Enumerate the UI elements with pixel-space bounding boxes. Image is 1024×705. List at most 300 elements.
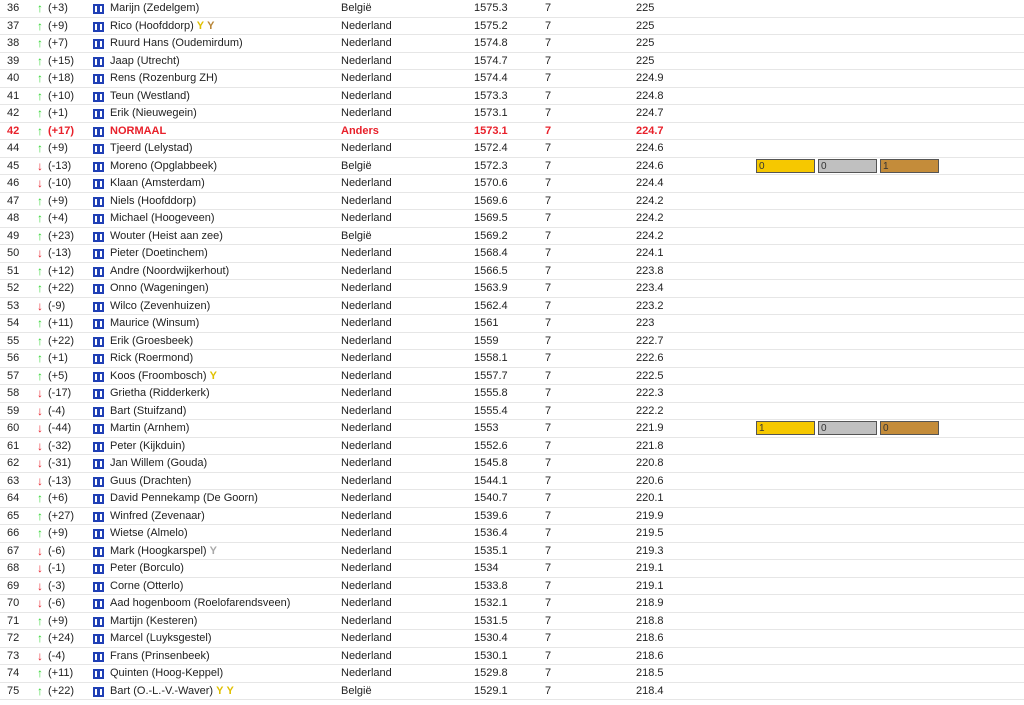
player-name: Erik (Groesbeek) (110, 334, 194, 347)
rank-cell: 36 (7, 2, 20, 14)
player-name-link[interactable] (110, 35, 243, 53)
score-cell: 224.8 (636, 89, 664, 102)
table-row (0, 490, 1024, 508)
player-flag-icon (93, 39, 104, 49)
rank-cell: 42 (7, 124, 20, 137)
table-row (0, 420, 1024, 438)
player-name-link[interactable] (110, 630, 211, 648)
table-row (0, 193, 1024, 211)
rating-cell: 1558.1 (474, 352, 508, 364)
medal-silver-count: 0 (818, 421, 877, 435)
rank-change: (+18) (48, 72, 74, 84)
rating-cell: 1574.4 (474, 72, 508, 84)
rating-cell: 1572.3 (474, 159, 508, 172)
table-row (0, 508, 1024, 526)
country-cell: Nederland (341, 54, 392, 67)
player-name-link[interactable] (110, 193, 196, 211)
player-flag-icon (93, 249, 104, 259)
player-name-link[interactable] (110, 105, 197, 123)
player-name: Ruurd Hans (Oudemirdum) (110, 37, 243, 49)
games-cell: 7 (545, 352, 552, 364)
rank-cell: 59 (7, 404, 20, 417)
table-row (0, 455, 1024, 473)
score-cell: 220.6 (636, 474, 664, 487)
table-row (0, 210, 1024, 228)
score-cell: 222.5 (636, 369, 664, 382)
table-row (0, 648, 1024, 666)
arrow-up-icon: ↑ (37, 368, 43, 383)
player-flag-icon (93, 74, 104, 84)
rank-change: (+9) (48, 527, 68, 539)
country-cell: Nederland (341, 562, 392, 574)
arrow-down-icon: ↓ (37, 176, 43, 190)
rank-cell: 47 (7, 194, 20, 207)
games-cell: 7 (545, 247, 552, 259)
player-name-link[interactable] (110, 525, 188, 543)
table-row (0, 298, 1024, 316)
player-flag-icon (93, 337, 104, 347)
trophy-icon: Y (207, 19, 215, 32)
rating-cell: 1562.4 (474, 299, 508, 312)
rank-cell: 41 (7, 89, 20, 102)
player-name-link[interactable] (110, 455, 207, 473)
score-cell: 223.4 (636, 282, 664, 294)
arrow-up-icon: ↑ (37, 526, 43, 540)
player-name: Quinten (Hoog-Keppel) (110, 667, 224, 679)
rank-cell: 62 (7, 457, 20, 469)
rank-cell: 49 (7, 229, 20, 242)
country-cell: Nederland (341, 422, 392, 434)
country-cell: Nederland (341, 369, 392, 382)
player-name-link[interactable] (110, 263, 229, 281)
player-name-link[interactable] (110, 298, 210, 316)
table-row (0, 368, 1024, 386)
player-name-link[interactable] (110, 158, 217, 176)
player-name-link[interactable] (110, 0, 199, 18)
player-name-link[interactable] (110, 123, 166, 141)
player-name-link[interactable] (110, 385, 210, 403)
country-cell: Nederland (341, 439, 392, 452)
player-name-link[interactable] (110, 88, 190, 106)
player-name-link[interactable] (110, 18, 214, 36)
rating-cell: 1553 (474, 422, 499, 434)
player-flag-icon (93, 652, 104, 662)
table-row (0, 333, 1024, 351)
score-cell: 223.2 (636, 299, 664, 312)
rank-cell: 52 (7, 282, 20, 294)
rank-cell: 61 (7, 439, 20, 452)
table-row (0, 438, 1024, 456)
player-flag-icon (93, 179, 104, 189)
table-row (0, 683, 1024, 701)
player-name-link[interactable] (110, 245, 208, 263)
arrow-up-icon: ↑ (37, 666, 43, 680)
score-cell: 219.3 (636, 544, 664, 557)
country-cell: Nederland (341, 614, 392, 627)
rating-cell: 1568.4 (474, 247, 508, 259)
score-cell: 218.6 (636, 649, 664, 662)
arrow-up-icon: ↑ (37, 351, 43, 365)
player-name: Martin (Arnhem) (110, 422, 190, 434)
table-row (0, 35, 1024, 53)
table-row (0, 350, 1024, 368)
games-cell: 7 (545, 492, 552, 504)
player-flag-icon (93, 127, 104, 137)
player-flag-icon (93, 617, 104, 627)
player-flag-icon (93, 92, 104, 102)
score-cell: 220.1 (636, 492, 664, 504)
rating-cell: 1545.8 (474, 457, 508, 469)
player-name: NORMAAL (110, 124, 167, 137)
rank-change: (-32) (48, 439, 72, 452)
table-row (0, 140, 1024, 158)
country-cell: Nederland (341, 404, 392, 417)
rating-cell: 1569.6 (474, 194, 508, 207)
games-cell: 7 (545, 387, 552, 399)
player-flag-icon (93, 564, 104, 574)
score-cell: 224.7 (636, 107, 664, 119)
games-cell: 7 (545, 89, 552, 102)
rank-change: (-13) (48, 247, 72, 259)
rank-cell: 50 (7, 247, 20, 259)
rank-cell: 44 (7, 142, 20, 154)
player-name-link[interactable] (110, 140, 193, 158)
country-cell: Nederland (341, 89, 392, 102)
score-cell: 224.9 (636, 72, 664, 84)
games-cell: 7 (545, 474, 552, 487)
medal-bronze-count: 1 (880, 159, 939, 173)
rank-change: (-4) (48, 404, 66, 417)
rating-cell: 1559 (474, 334, 499, 347)
games-cell: 7 (545, 579, 552, 592)
table-row (0, 175, 1024, 193)
arrow-down-icon: ↓ (37, 578, 43, 593)
games-cell: 7 (545, 509, 552, 522)
games-cell: 7 (545, 369, 552, 382)
rank-cell: 46 (7, 177, 20, 189)
games-cell: 7 (545, 597, 552, 609)
player-flag-icon (93, 22, 104, 32)
country-cell: Nederland (341, 474, 392, 487)
player-name-link[interactable] (110, 175, 205, 193)
score-cell: 222.2 (636, 404, 664, 417)
rank-change: (+3) (48, 2, 68, 14)
table-row (0, 630, 1024, 648)
rating-cell: 1555.8 (474, 387, 508, 399)
arrow-up-icon: ↑ (37, 263, 43, 278)
player-flag-icon (93, 4, 104, 14)
player-name-link[interactable] (110, 420, 189, 438)
player-flag-icon (93, 669, 104, 679)
player-name: Marcel (Luyksgestel) (110, 632, 212, 644)
country-cell: Nederland (341, 142, 392, 154)
rank-cell: 69 (7, 579, 20, 592)
score-cell: 221.8 (636, 439, 664, 452)
score-cell: 222.3 (636, 387, 664, 399)
table-row (0, 263, 1024, 281)
player-name: Niels (Hoofddorp) (110, 194, 197, 207)
rank-change: (+12) (48, 264, 74, 277)
player-name: Rens (Rozenburg ZH) (110, 72, 218, 84)
country-cell: Nederland (341, 527, 392, 539)
arrow-up-icon: ↑ (37, 683, 43, 698)
rank-change: (-1) (48, 562, 66, 574)
rating-cell: 1573.1 (474, 107, 508, 119)
player-name-link[interactable] (110, 578, 183, 596)
country-cell: Nederland (341, 597, 392, 609)
player-name-link[interactable] (110, 595, 290, 613)
rank-cell: 70 (7, 597, 20, 609)
country-cell: Nederland (341, 107, 392, 119)
rank-change: (+17) (48, 124, 74, 137)
country-cell: België (341, 684, 372, 697)
score-cell: 224.2 (636, 194, 664, 207)
player-name-link[interactable] (110, 490, 258, 508)
player-flag-icon (93, 284, 104, 294)
arrow-up-icon: ↑ (37, 228, 43, 243)
player-name: Bart (Stuifzand) (110, 404, 187, 417)
player-name-link[interactable] (110, 560, 184, 578)
player-name: Michael (Hoogeveen) (110, 212, 215, 224)
table-row (0, 70, 1024, 88)
player-flag-icon (93, 57, 104, 67)
rank-change: (-13) (48, 159, 72, 172)
medal-silver-count: 0 (818, 159, 877, 173)
player-flag-icon (93, 442, 104, 452)
rating-cell: 1557.7 (474, 369, 508, 382)
games-cell: 7 (545, 37, 552, 49)
rating-cell: 1574.8 (474, 37, 508, 49)
rank-change: (-17) (48, 387, 72, 399)
arrow-up-icon: ↑ (37, 193, 43, 208)
player-name-link[interactable] (110, 53, 180, 71)
country-cell: Nederland (341, 544, 392, 557)
score-cell: 220.8 (636, 457, 664, 469)
rank-change: (+9) (48, 142, 68, 154)
player-name-link[interactable] (110, 473, 191, 491)
player-flag-icon (93, 529, 104, 539)
arrow-up-icon: ↑ (37, 1, 43, 15)
medal-gold-count: 0 (756, 159, 815, 173)
player-flag-icon (93, 634, 104, 644)
table-row (0, 228, 1024, 246)
player-flag-icon (93, 494, 104, 504)
player-flag-icon (93, 582, 104, 592)
table-row (0, 560, 1024, 578)
arrow-down-icon: ↓ (37, 438, 43, 453)
arrow-up-icon: ↑ (37, 53, 43, 68)
rank-cell: 75 (7, 684, 20, 697)
games-cell: 7 (545, 124, 552, 137)
score-cell: 219.9 (636, 509, 664, 522)
score-cell: 219.5 (636, 527, 664, 539)
rank-change: (-44) (48, 422, 72, 434)
rating-cell: 1530.4 (474, 632, 508, 644)
player-name: Wilco (Zevenhuizen) (110, 299, 211, 312)
player-name: Rico (Hoofddorp) (110, 19, 194, 32)
rating-cell: 1540.7 (474, 492, 508, 504)
rank-change: (+27) (48, 509, 74, 522)
player-name: Peter (Kijkduin) (110, 439, 186, 452)
player-name-link[interactable] (110, 613, 197, 631)
arrow-up-icon: ↑ (37, 491, 43, 505)
rank-change: (+9) (48, 19, 68, 32)
player-flag-icon (93, 372, 104, 382)
player-name-link[interactable] (110, 280, 209, 298)
table-row (0, 403, 1024, 421)
rank-cell: 38 (7, 37, 20, 49)
games-cell: 7 (545, 212, 552, 224)
country-cell: Nederland (341, 334, 392, 347)
country-cell: Nederland (341, 177, 392, 189)
player-name: Martijn (Kesteren) (110, 614, 198, 627)
rank-change: (+10) (48, 89, 74, 102)
rank-cell: 68 (7, 562, 20, 574)
player-name-link[interactable] (110, 683, 234, 701)
rank-cell: 48 (7, 212, 20, 224)
rank-cell: 45 (7, 159, 20, 172)
player-flag-icon (93, 459, 104, 469)
games-cell: 7 (545, 457, 552, 469)
player-name-link[interactable] (110, 543, 217, 561)
rank-change: (+6) (48, 492, 68, 504)
player-name-link[interactable] (110, 228, 223, 246)
player-flag-icon (93, 687, 104, 697)
country-cell: Nederland (341, 579, 392, 592)
score-cell: 218.5 (636, 667, 664, 679)
score-cell: 221.9 (636, 422, 664, 434)
player-name-link[interactable] (110, 438, 185, 456)
rating-cell: 1534 (474, 562, 499, 574)
rank-change: (-13) (48, 474, 72, 487)
score-cell: 218.9 (636, 597, 664, 609)
country-cell: Nederland (341, 317, 392, 329)
player-flag-icon (93, 197, 104, 207)
rank-change: (+23) (48, 229, 74, 242)
games-cell: 7 (545, 422, 552, 434)
player-flag-icon (93, 232, 104, 242)
player-name: Frans (Prinsenbeek) (110, 649, 210, 662)
rank-change: (-10) (48, 177, 72, 189)
games-cell: 7 (545, 54, 552, 67)
table-row (0, 53, 1024, 71)
rank-change: (-3) (48, 579, 66, 592)
country-cell: Nederland (341, 387, 392, 399)
player-name: Tjeerd (Lelystad) (110, 142, 193, 154)
player-name-link[interactable] (110, 350, 193, 368)
rank-cell: 58 (7, 387, 20, 399)
arrow-down-icon: ↓ (37, 421, 43, 435)
player-name: Aad hogenboom (Roelofarendsveen) (110, 597, 291, 609)
player-name: Marijn (Zedelgem) (110, 2, 200, 14)
games-cell: 7 (545, 142, 552, 154)
arrow-up-icon: ↑ (37, 631, 43, 645)
table-row (0, 88, 1024, 106)
player-name-link[interactable] (110, 648, 210, 666)
arrow-down-icon: ↓ (37, 158, 43, 173)
games-cell: 7 (545, 317, 552, 329)
arrow-down-icon: ↓ (37, 386, 43, 400)
arrow-up-icon: ↑ (37, 211, 43, 225)
rank-change: (+22) (48, 334, 74, 347)
rating-cell: 1566.5 (474, 264, 508, 277)
player-name-link[interactable] (110, 315, 199, 333)
player-name: Corne (Otterlo) (110, 579, 184, 592)
country-cell: Nederland (341, 37, 392, 49)
trophy-icon: Y (226, 684, 234, 697)
arrow-up-icon: ↑ (37, 71, 43, 85)
arrow-up-icon: ↑ (37, 88, 43, 103)
arrow-down-icon: ↓ (37, 298, 43, 313)
rank-cell: 51 (7, 264, 20, 277)
table-row (0, 158, 1024, 176)
table-row (0, 665, 1024, 683)
country-cell: België (341, 159, 372, 172)
rating-cell: 1563.9 (474, 282, 508, 294)
rank-change: (-31) (48, 457, 72, 469)
player-name-link[interactable] (110, 70, 218, 88)
trophy-icon: Y (209, 369, 217, 382)
table-row (0, 473, 1024, 491)
player-name: Pieter (Doetinchem) (110, 247, 208, 259)
arrow-down-icon: ↓ (37, 543, 43, 558)
player-name: David Pennekamp (De Goorn) (110, 492, 258, 504)
score-cell: 225 (636, 2, 655, 14)
score-cell: 218.4 (636, 684, 664, 697)
player-name-link[interactable] (110, 508, 205, 526)
player-name-link[interactable] (110, 665, 223, 683)
games-cell: 7 (545, 194, 552, 207)
games-cell: 7 (545, 404, 552, 417)
player-name: Peter (Borculo) (110, 562, 184, 574)
score-cell: 225 (636, 54, 655, 67)
score-cell: 224.4 (636, 177, 664, 189)
arrow-up-icon: ↑ (37, 106, 43, 120)
games-cell: 7 (545, 614, 552, 627)
table-row-highlighted (0, 123, 1024, 141)
country-cell: Nederland (341, 72, 392, 84)
rank-cell: 73 (7, 649, 20, 662)
country-cell: Nederland (341, 19, 392, 32)
player-name-link[interactable] (110, 210, 215, 228)
rating-cell: 1575.3 (474, 2, 508, 14)
rank-cell: 40 (7, 72, 20, 84)
score-cell: 224.6 (636, 159, 664, 172)
score-cell: 225 (636, 37, 655, 49)
rank-cell: 37 (7, 19, 20, 32)
player-name: Teun (Westland) (110, 89, 190, 102)
score-cell: 224.6 (636, 142, 664, 154)
rank-cell: 57 (7, 369, 20, 382)
player-name: Guus (Drachten) (110, 474, 192, 487)
player-name-link[interactable] (110, 368, 217, 386)
arrow-up-icon: ↑ (37, 613, 43, 628)
rank-cell: 71 (7, 614, 20, 627)
player-flag-icon (93, 424, 104, 434)
player-flag-icon (93, 214, 104, 224)
rank-change: (-6) (48, 597, 66, 609)
player-flag-icon (93, 407, 104, 417)
rank-cell: 72 (7, 632, 20, 644)
games-cell: 7 (545, 159, 552, 172)
games-cell: 7 (545, 282, 552, 294)
table-row (0, 280, 1024, 298)
rating-cell: 1535.1 (474, 544, 508, 557)
score-cell: 225 (636, 19, 655, 32)
player-name-link[interactable] (110, 403, 186, 421)
medal-bronze-count: 0 (880, 421, 939, 435)
player-name-link[interactable] (110, 333, 193, 351)
